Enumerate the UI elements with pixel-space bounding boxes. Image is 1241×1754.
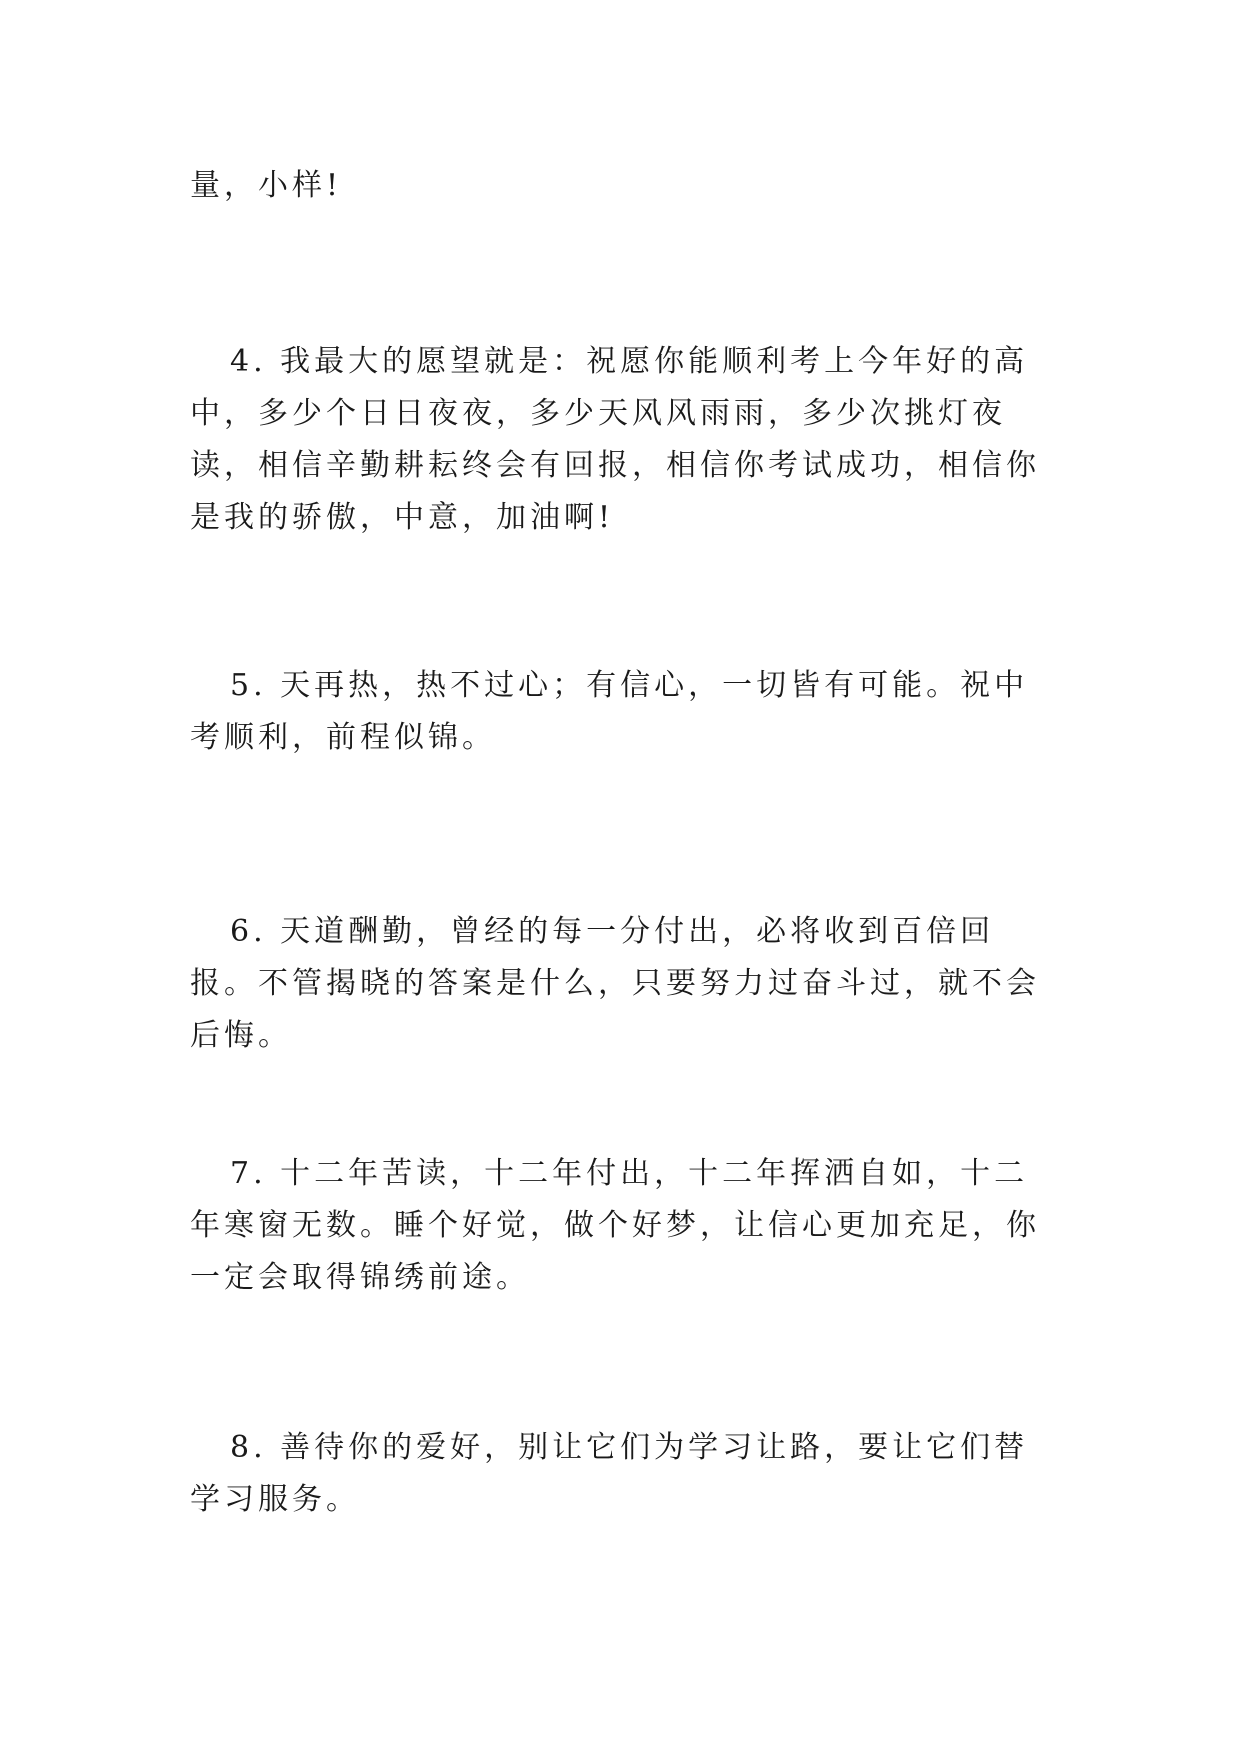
paragraph-item-8: 8. 善待你的爱好，别让它们为学习让路，要让它们替学习服务。 xyxy=(190,1430,1029,1517)
paragraph-item-7: 7. 十二年苦读，十二年付出，十二年挥洒自如，十二年寒窗无数。睡个好觉，做个好梦，让信心更加充足，你一定会取得锦绣前途。 xyxy=(190,1156,1040,1295)
paragraph-item-6: 6. 天道酬勤，曾经的每一分付出，必将收到百倍回报。不管揭晓的答案是什么，只要努力过奋斗过，就不会后悔。 xyxy=(190,914,1040,1053)
paragraph-continuation: 量，小样! xyxy=(190,168,343,203)
paragraph-item-5: 5. 天再热，热不过心；有信心，一切皆有可能。祝中考顺利，前程似锦。 xyxy=(190,668,1029,755)
paragraph-item-4: 4. 我最大的愿望就是：祝愿你能顺利考上今年好的高中，多少个日日夜夜，多少天风风雨雨，多少次挑灯夜读，相信辛勤耕耘终会有回报，相信你考试成功，相信你是我的骄傲，中意，加油啊! xyxy=(190,344,1040,535)
